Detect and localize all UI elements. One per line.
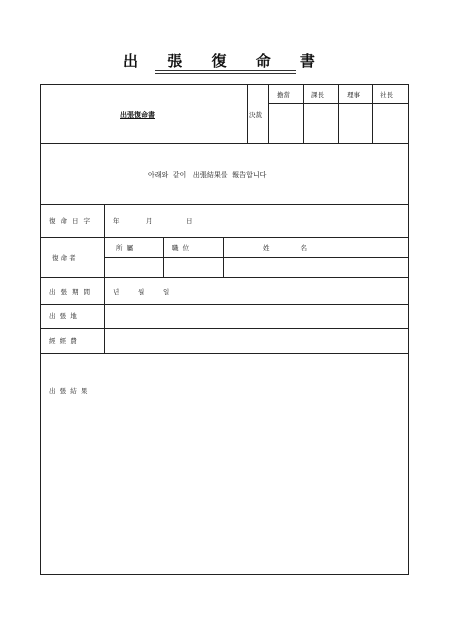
position-staff: 擔當 — [277, 91, 290, 99]
approval-sign-president[interactable] — [373, 104, 407, 143]
decision-label: 決裁 — [249, 111, 262, 119]
title-underline-double — [155, 73, 296, 74]
period-field[interactable] — [105, 278, 407, 304]
destination-field[interactable] — [105, 305, 407, 328]
return-date-field[interactable] — [105, 205, 407, 237]
approval-divider-v1 — [247, 84, 248, 143]
position-manager: 課長 — [311, 91, 324, 99]
expenses-field[interactable] — [105, 329, 407, 353]
reporter-position-header: 職 位 — [172, 244, 190, 252]
return-date-day: 日 — [186, 217, 193, 225]
results-label: 出 張 結 果 — [49, 387, 88, 395]
destination-label: 出 張 地 — [49, 312, 77, 320]
return-date-label: 復命日字 — [49, 217, 95, 225]
approval-sign-manager[interactable] — [304, 104, 338, 143]
reporter-position-field[interactable] — [164, 258, 223, 277]
period-month: 월 — [138, 288, 145, 296]
approval-sign-director[interactable] — [339, 104, 372, 143]
return-date-year: 年 — [113, 217, 120, 225]
reporter-label: 復 命 者 — [52, 254, 76, 262]
period-year: 년 — [113, 288, 120, 296]
approval-doc-name: 出張復命書 — [120, 111, 155, 119]
expenses-label: 經 經 費 — [49, 337, 77, 345]
title-underline — [155, 70, 296, 71]
reporter-dept-header: 所 屬 — [116, 244, 134, 252]
period-day: 일 — [163, 288, 170, 296]
expenses-bottom-border — [40, 353, 408, 354]
return-date-month: 月 — [146, 217, 153, 225]
results-field[interactable] — [41, 400, 407, 572]
report-statement: 아래와 같이 出張結果를 報告합니다 — [148, 171, 267, 179]
approval-sign-staff[interactable] — [269, 104, 303, 143]
page-title: 出 張 復 命 書 — [123, 52, 327, 70]
position-president: 社長 — [380, 91, 393, 99]
approval-bottom-border — [40, 143, 408, 144]
period-label: 出張期間 — [49, 288, 95, 296]
reporter-dept-field[interactable] — [105, 258, 163, 277]
reporter-name-header: 姓 名 — [263, 244, 307, 252]
return-date-bottom-border — [40, 237, 408, 238]
position-director: 理事 — [347, 91, 360, 99]
reporter-name-field[interactable] — [224, 258, 407, 277]
